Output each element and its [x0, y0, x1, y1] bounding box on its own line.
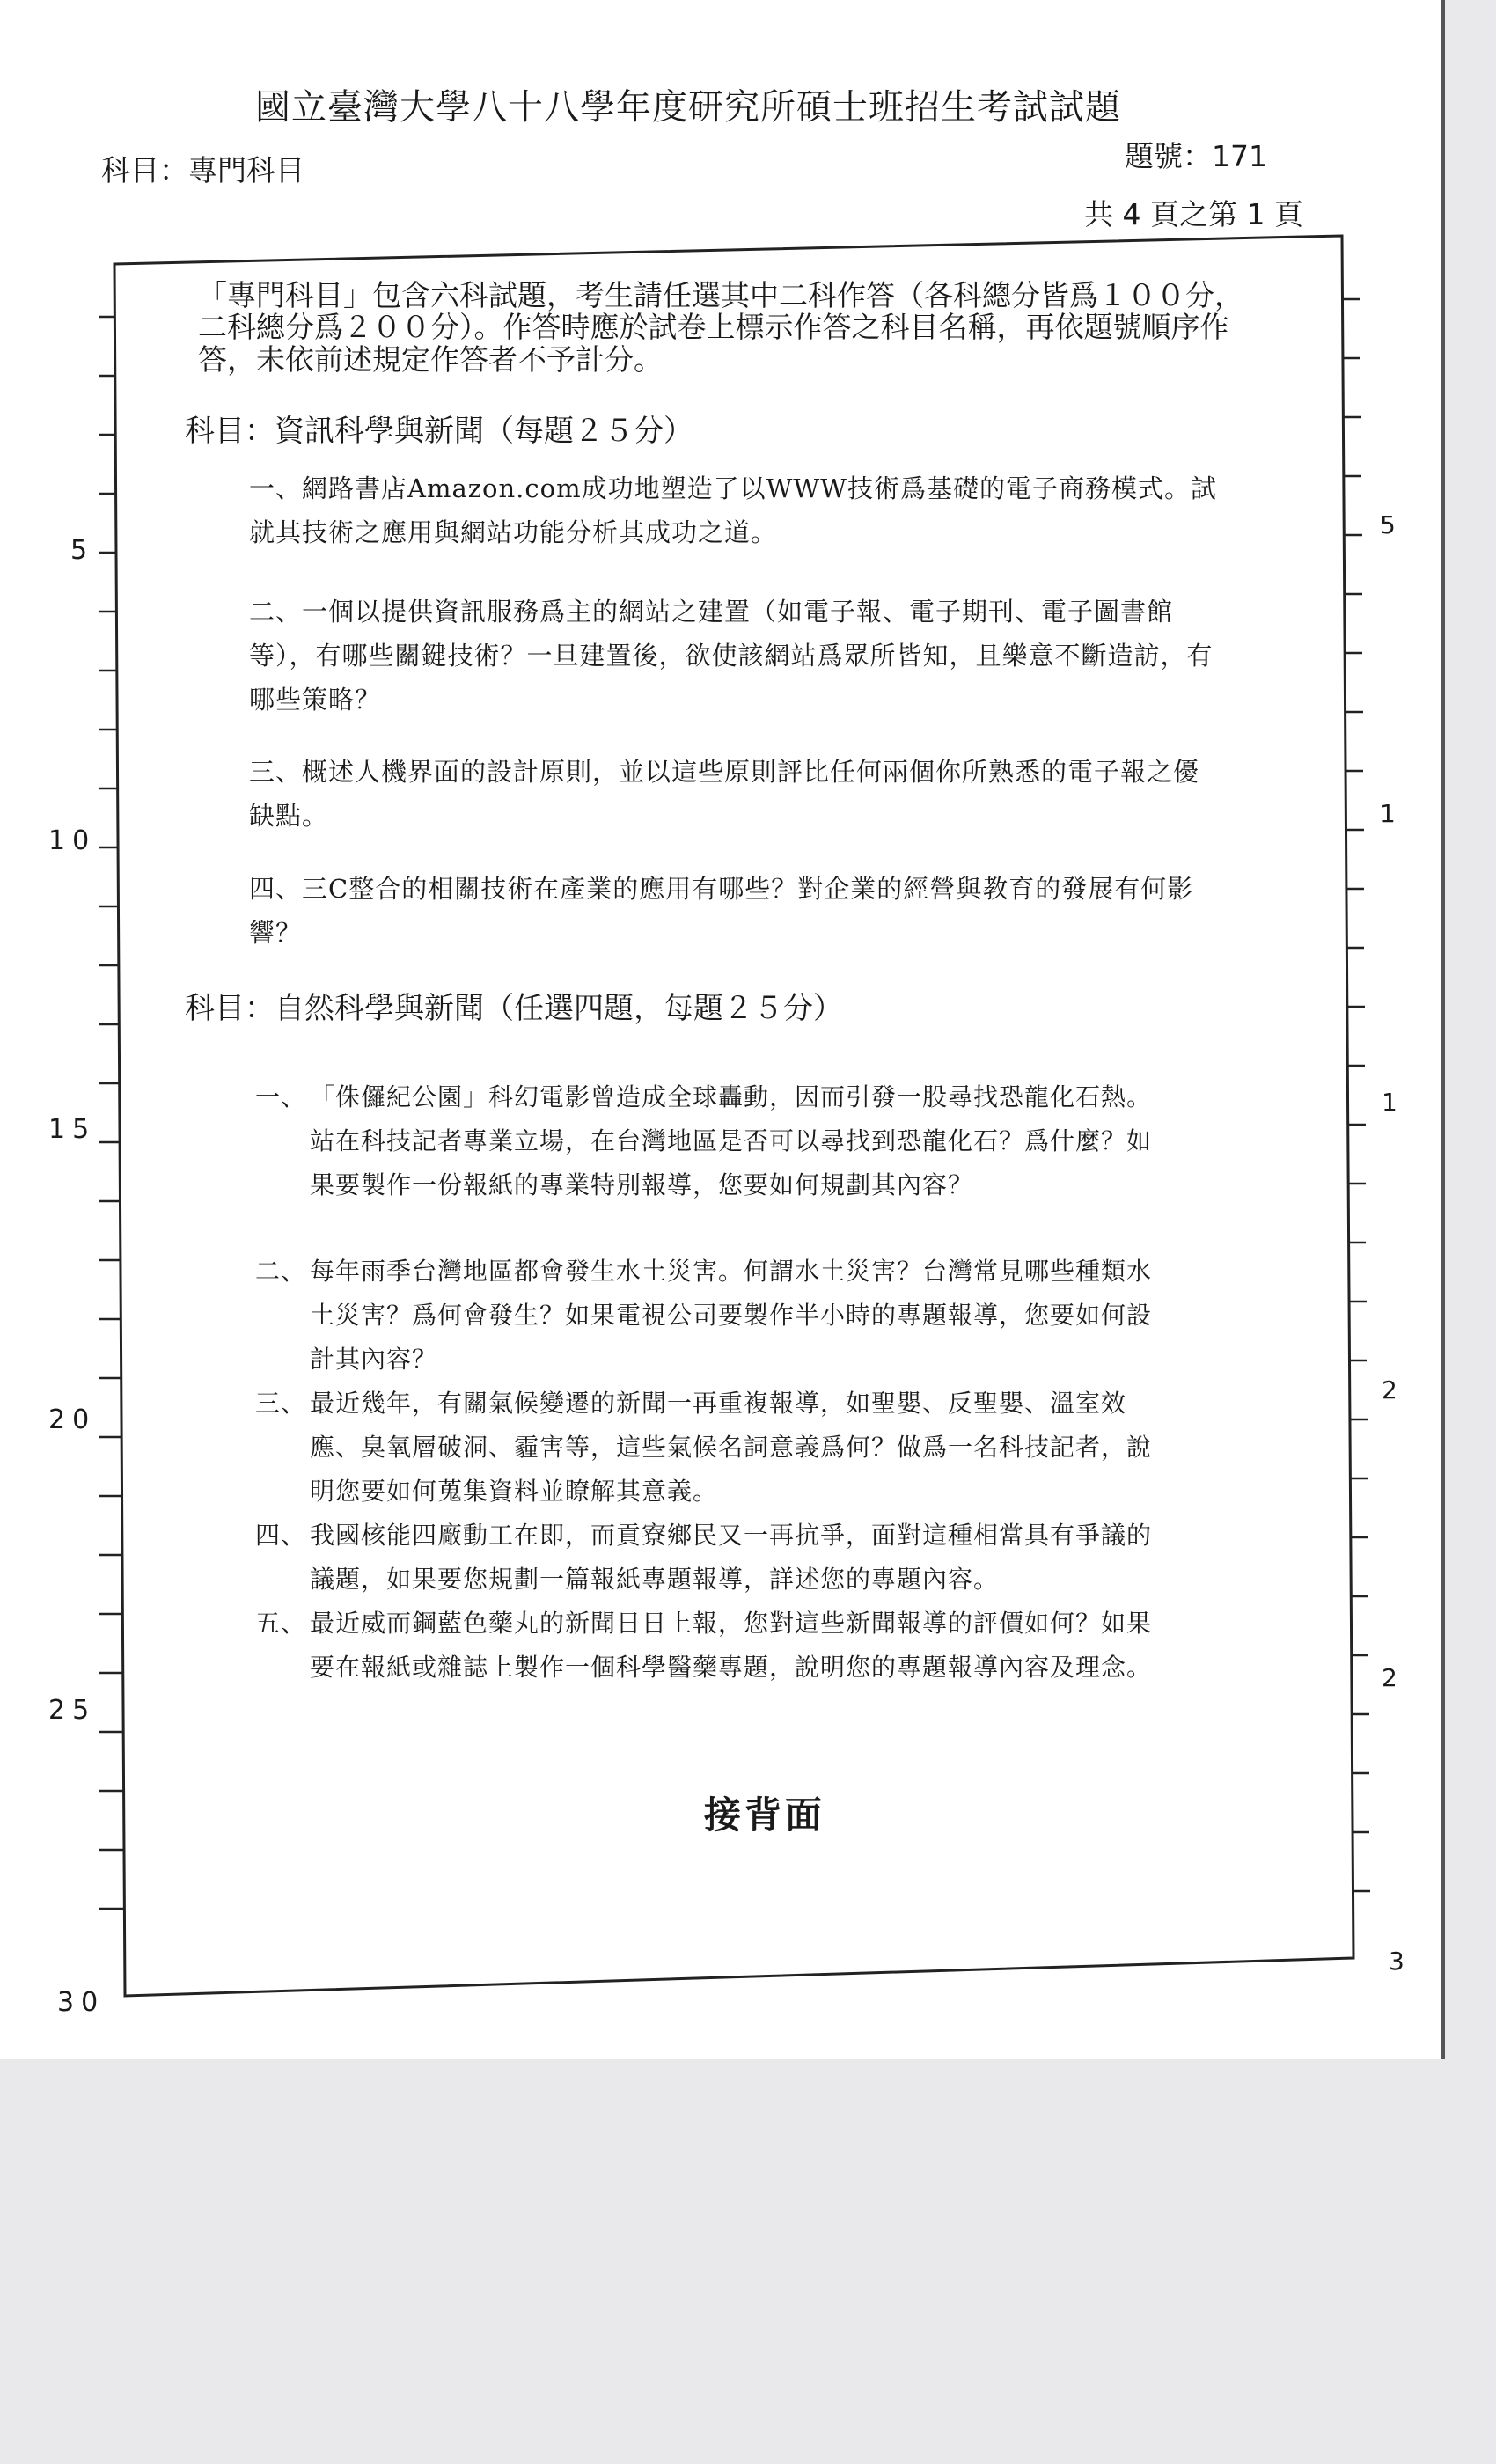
question-2-5-number: 五、 [255, 1609, 307, 1638]
right-number-25: 2 [1382, 1663, 1397, 1692]
exam-title: 國立臺灣大學八十八學年度研究所碩士班招生考試試題 [255, 87, 1121, 128]
question-2-5-text: 最近威而鋼藍色藥丸的新聞日日上報，您對這些新聞報導的評價如何？如果要在報紙或雜誌上製作一個科學醫藥專題，說明您的專題報導內容及理念。 [310, 1609, 1153, 1682]
question-2-1-number: 一、 [255, 1082, 307, 1111]
section-title-natural-science: 科目：自然科學與新聞（任選四題，每題２５分） [185, 991, 843, 1026]
right-number-20: 2 [1382, 1375, 1397, 1404]
exam-instructions: 「專門科目」包含六科試題，考生請任選其中二科作答（各科總分皆爲１００分，二科總分爲２００分）。作答時應於試卷上標示作答之科目名稱，再依題號順序作答，未依前述規定作答者不予計分。 [198, 278, 1243, 377]
exam-code: 題號：171 [1125, 139, 1267, 173]
line-number-5: 5 [70, 535, 95, 566]
question-1-3: 三、概述人機界面的設計原則，並以這些原則評比任何兩個你所熟悉的電子報之優缺點。 [249, 757, 1200, 831]
question-2-2-number: 二、 [255, 1257, 307, 1286]
continue-on-back: 接背面 [704, 1793, 826, 1837]
line-number-30: 30 [57, 1987, 106, 2018]
question-1-1: 一、網路書店Amazon.com成功地塑造了以WWW技術爲基礎的電子商務模式。試就其技術之應用與網站功能分析其成功之道。 [249, 473, 1217, 547]
right-number-30: 3 [1389, 1947, 1404, 1976]
question-2-3-text: 最近幾年，有關氣候變遷的新聞一再重複報導，如聖嬰、反聖嬰、溫室效應、臭氧層破洞、霾害等，這些氣候名詞意義爲何？做爲一名科技記者，說明您要如何蒐集資料並瞭解其意義。 [310, 1389, 1153, 1506]
right-number-10: 1 [1380, 799, 1396, 828]
question-2-1-text: 「侏儸紀公園」科幻電影曾造成全球轟動，因而引發一股尋找恐龍化石熱。站在科技記者專業立場，在台灣地區是否可以尋找到恐龍化石？爲什麼？如果要製作一份報紙的專業特別報導，您要如何規劃其內容？ [310, 1082, 1153, 1199]
line-number-20: 20 [48, 1404, 97, 1435]
question-1-2: 二、一個以提供資訊服務爲主的網站之建置（如電子報、電子期刊、電子圖書館等），有哪些關鍵技術？一旦建置後，欲使該網站爲眾所皆知，且樂意不斷造訪，有哪些策略？ [249, 597, 1214, 715]
question-2-2-text: 每年雨季台灣地區都會發生水土災害。何謂水土災害？台灣常見哪些種類水土災害？爲何會發生？如果電視公司要製作半小時的專題報導，您要如何設計其內容？ [310, 1257, 1153, 1374]
line-number-15: 15 [48, 1114, 97, 1145]
question-2-4-text: 我國核能四廠動工在即，而貢寮鄉民又一再抗爭，面對這種相當具有爭議的議題，如果要您規劃一篇報紙專題報導，詳述您的專題內容。 [310, 1521, 1153, 1594]
page-indicator: 共 4 頁之第 1 頁 [1084, 197, 1303, 231]
right-number-5: 5 [1380, 510, 1396, 539]
line-number-25: 25 [48, 1695, 97, 1726]
question-1-4: 四、三C整合的相關技術在產業的應用有哪些？對企業的經營與教育的發展有何影響？ [249, 874, 1194, 948]
line-number-10: 10 [48, 825, 97, 856]
question-2-3-number: 三、 [255, 1389, 307, 1418]
section-title-info-science: 科目：資訊科學與新聞（每題２５分） [185, 414, 693, 449]
right-number-15: 1 [1382, 1088, 1397, 1117]
question-2-4-number: 四、 [255, 1521, 307, 1550]
exam-subject: 科目：專門科目 [101, 153, 304, 187]
